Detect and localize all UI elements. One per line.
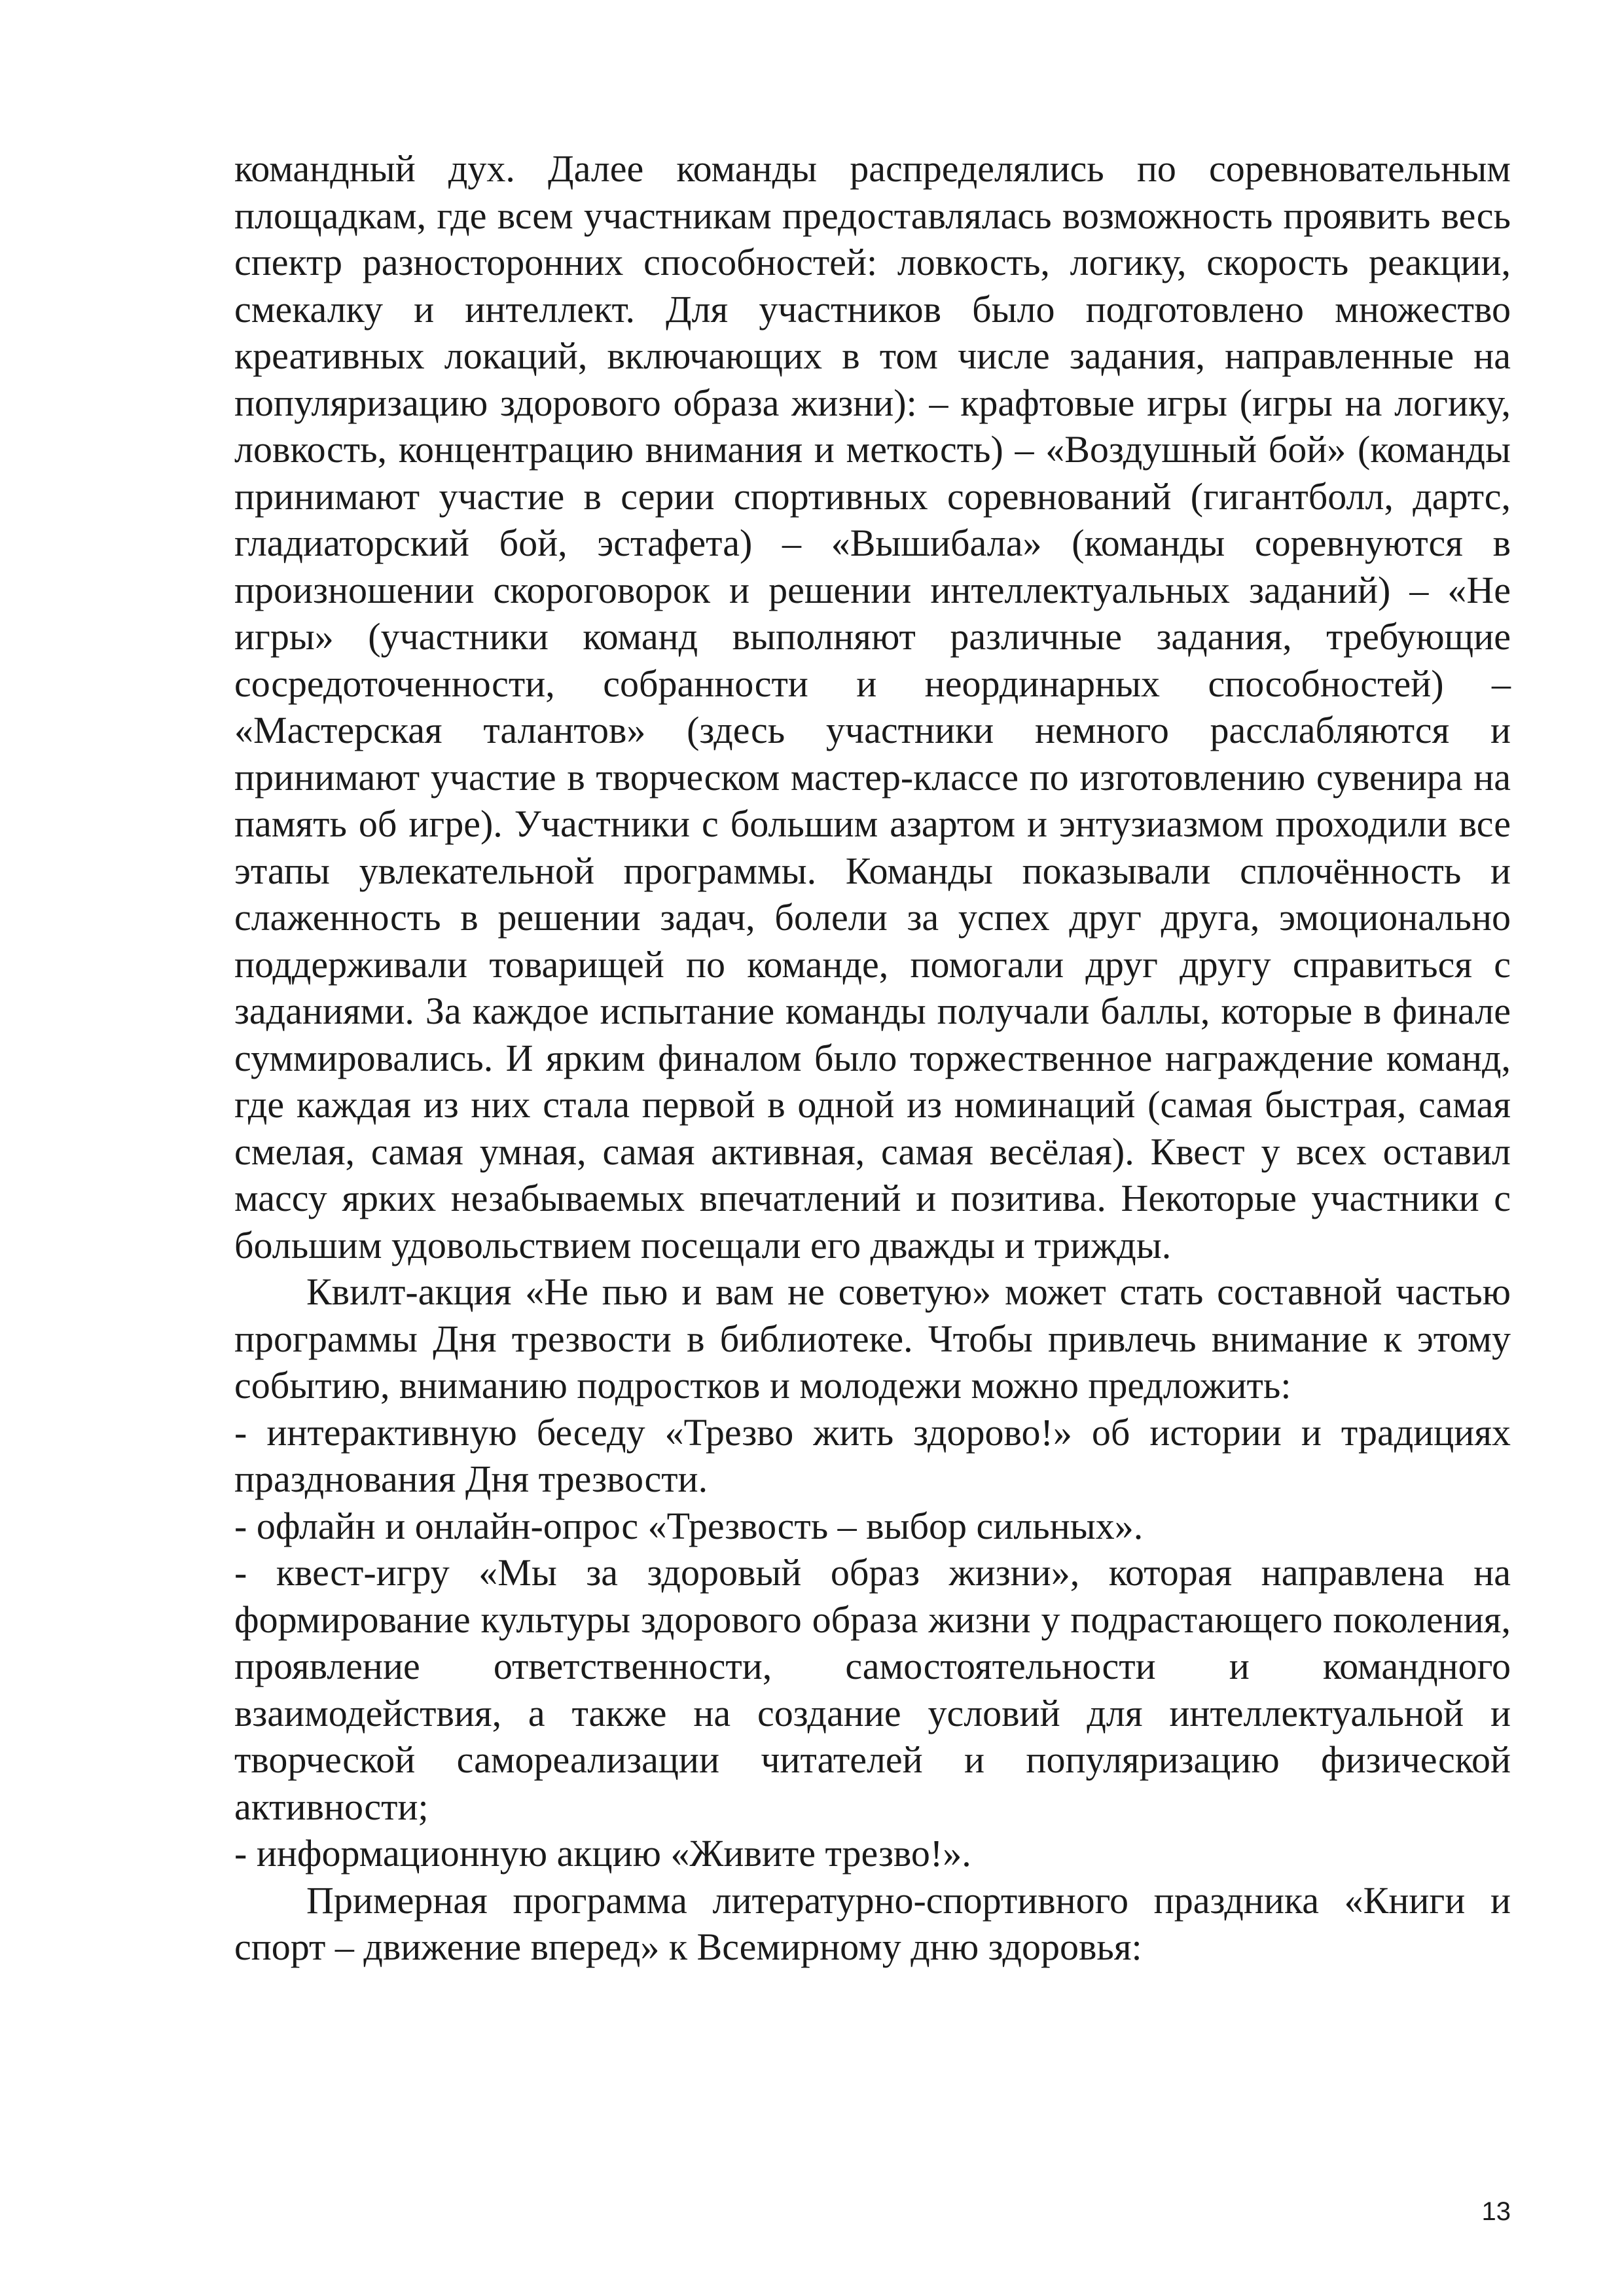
page-number: 13 bbox=[1481, 2197, 1511, 2226]
paragraph-program-intro: Примерная программа литературно-спортивного праздника «Книги и спорт – движение вперед» к Всемирному дню здоровья: bbox=[234, 1878, 1511, 1968]
paragraph-quilt-action: Квилт-акция «Не пью и вам не советую» может стать составной частью программы Дня трезвости в библиотеке. Чтобы привлечь внимание к этому событию, вниманию подростков и молодежи можно предложить: bbox=[234, 1270, 1511, 1407]
list-item-interactive-talk: - интерактивную беседу «Трезво жить здорово!» об истории и традициях празднования Дня трезвости. bbox=[234, 1410, 1511, 1500]
list-item-info-action: - информационную акцию «Живите трезво!». bbox=[234, 1832, 971, 1874]
body-text bbox=[234, 145, 1511, 1971]
paragraph-quest-description: командный дух. Далее команды распределялись по соревновательным площадкам, где всем участникам предоставлялась возможность проявить весь спектр разносторонних способностей: ловкость, логику, скорость реакции, смекалку и интеллект. Для участников было подготовлено множество креативных локаций, включающих в том числе задания, направленные на популяризацию здорового образа жизни): – крафтовые игры (игры на логику, ловкость, концентрацию внимания и меткость) – «Воздушный бой» (команды принимают участие в серии спортивных соревнований (гигантболл, дартс, гладиаторский бой, эстафета) – «Вышибала» (команды соревнуются в произношении скороговорок и решении интеллектуальных заданий) – «Не игры» (участники команд выполняют различные задания, требующие сосредоточенности, собранности и неординарных способностей) – «Мастерская талантов» (здесь участники немного расслабляются и принимают участие в творческом мастер-классе по изготовлению сувенира на память об игре). Участники с большим азартом и энтузиазмом проходили все этапы увлекательной программы. Команды показывали сплочённость и слаженность в решении задач, болели за успех друг друга, эмоционально поддерживали товарищей по команде, помогали друг другу справиться с заданиями. За каждое испытание команды получали баллы, которые в финале суммировались. И ярким финалом было торжественное награждение команд, где каждая из них стала первой в одной из номинаций (самая быстрая, самая смелая, самая умная, самая активная, самая весёлая). Квест у всех оставил массу ярких незабываемых впечатлений и позитива. Некоторые участники с большим удовольствием посещали его дважды и трижды. bbox=[234, 147, 1511, 1266]
list-item-survey: - офлайн и онлайн-опрос «Трезвость – выбор сильных». bbox=[234, 1504, 1144, 1547]
list-item-quest-game: - квест-игру «Мы за здоровый образ жизни», которая направлена на формирование культуры здорового образа жизни у подрастающего поколения, проявление ответственности, самостоятельности и командного взаимодействия, а также на создание условий для интеллектуальной и творческой самореализации читателей и популяризацию физической активности; bbox=[234, 1551, 1511, 1828]
